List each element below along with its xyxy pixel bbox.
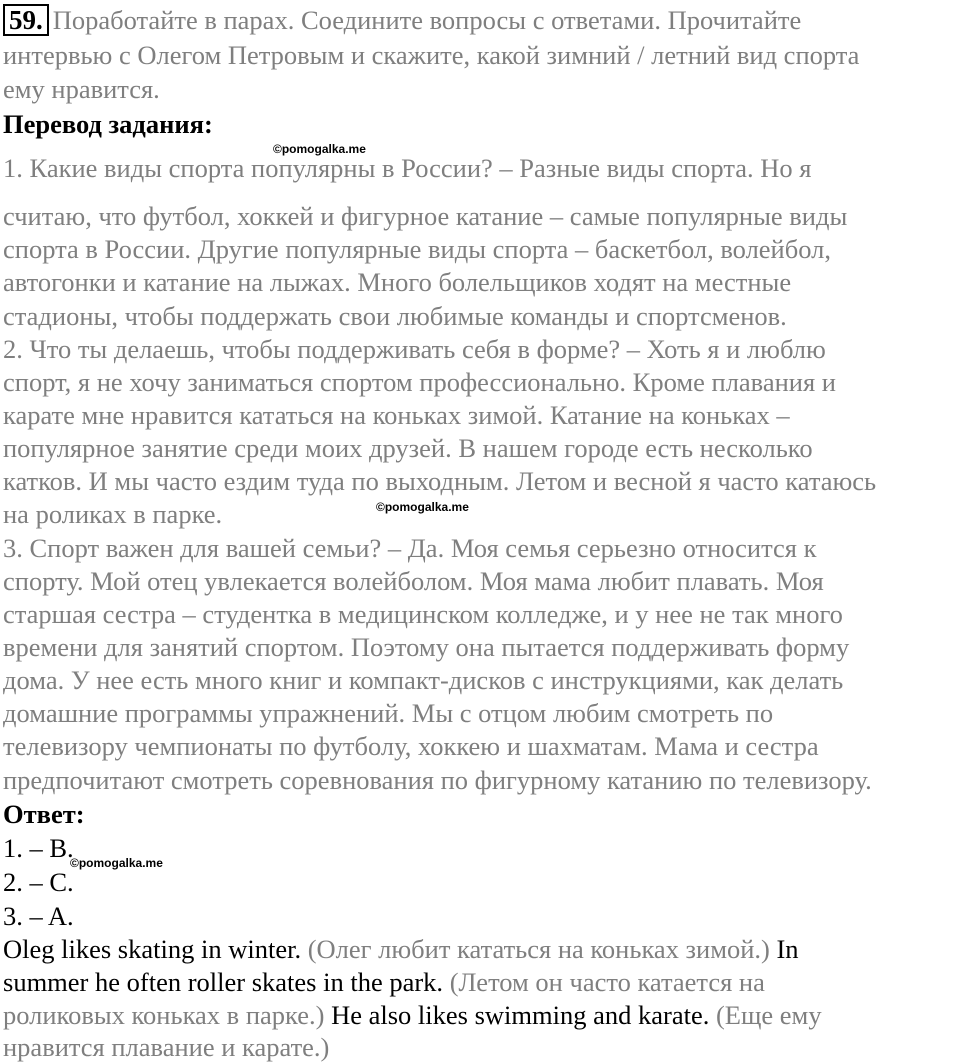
paragraph-line: стадионы, чтобы поддержать свои любимые команды и спортсменов. bbox=[3, 301, 787, 331]
paragraph-line: телевизору чемпионаты по футболу, хоккею и шахматам. Мама и сестра bbox=[3, 731, 819, 761]
paragraph-line: 1. Какие виды спорта популярны в России? – Разные виды спорта. Но я bbox=[3, 153, 812, 183]
final-en-3: He also likes swimming and karate. bbox=[324, 1000, 710, 1030]
paragraph-line: карате мне нравится кататься на коньках зимой. Катание на коньках – bbox=[3, 400, 790, 430]
paragraph-line: времени для занятий спортом. Поэтому она пытается поддерживать форму bbox=[3, 632, 850, 662]
final-line-2 bbox=[3, 966, 765, 999]
paragraph-line: домашние программы упражнений. Мы с отцом любим смотреть по bbox=[3, 698, 774, 728]
paragraph-line: автогонки и катание на лыжах. Много болельщиков ходят на местные bbox=[3, 267, 792, 297]
watermark-3: ©pomogalka.me bbox=[70, 856, 163, 870]
answer-line-1: 1. – B. bbox=[3, 833, 74, 863]
task-number: 59. bbox=[3, 4, 49, 36]
paragraph-line: спорту. Мой отец увлекается волейболом. Моя мама любит плавать. Моя bbox=[3, 566, 824, 596]
final-ru-2: (Летом он часто катается на bbox=[443, 967, 765, 997]
answer-line-2: 2. – C. bbox=[3, 867, 74, 897]
paragraph-line: спорта в России. Другие популярные виды спорта – баскетбол, волейбол, bbox=[3, 234, 831, 264]
answer-line-3: 3. – A. bbox=[3, 901, 74, 931]
paragraph-line: старшая сестра – студентка в медицинском колледже, и у нее не так много bbox=[3, 599, 843, 629]
final-ru-3: роликовых коньках в парке.) bbox=[3, 1000, 325, 1030]
translation-heading: Перевод задания: bbox=[3, 109, 213, 139]
watermark-2: ©pomogalka.me bbox=[376, 500, 469, 514]
final-ru-3b: (Еще ему bbox=[709, 1000, 822, 1030]
final-en-1b: In bbox=[769, 934, 799, 964]
final-ru-1: (Олег любит кататься на коньках зимой.) bbox=[301, 934, 770, 964]
paragraph-line: катков. И мы часто ездим туда по выходным. Летом и весной я часто катаюсь bbox=[3, 466, 877, 496]
paragraph-line: 3. Спорт важен для вашей семьи? – Да. Моя семья серьезно относится к bbox=[3, 533, 817, 563]
answer-heading: Ответ: bbox=[3, 799, 85, 829]
final-en-1: Oleg likes skating in winter. bbox=[3, 934, 302, 964]
paragraph-line: предпочитают смотреть соревнования по фигурному катанию по телевизору. bbox=[3, 765, 872, 795]
paragraph-line: 2. Что ты делаешь, чтобы поддерживать себя в форме? – Хоть я и люблю bbox=[3, 334, 826, 364]
watermark-1: ©pomogalka.me bbox=[273, 142, 366, 156]
paragraph-line: популярное занятие среди моих друзей. В нашем городе есть несколько bbox=[3, 433, 813, 463]
final-line-1 bbox=[3, 933, 799, 966]
paragraph-line: на роликах в парке. bbox=[3, 499, 223, 529]
paragraph-line: спорт, я не хочу заниматься спортом профессионально. Кроме плавания и bbox=[3, 367, 836, 397]
task-line-3: ему нравится. bbox=[3, 74, 160, 104]
task-line-1 bbox=[3, 4, 801, 37]
task-line-2: интервью с Олегом Петровым и скажите, какой зимний / летний вид спорта bbox=[3, 40, 860, 70]
paragraph-line: дома. У нее есть много книг и компакт-дисков с инструкциями, как делать bbox=[3, 665, 844, 695]
final-line-4: нравится плавание и карате.) bbox=[3, 1032, 330, 1062]
final-en-2: summer he often roller skates in the park. bbox=[3, 967, 444, 997]
task-text-1: Поработайте в парах. Соедините вопросы с ответами. Прочитайте bbox=[52, 5, 802, 35]
final-line-3 bbox=[3, 999, 822, 1032]
paragraph-line: считаю, что футбол, хоккей и фигурное катание – самые популярные виды bbox=[3, 201, 848, 231]
